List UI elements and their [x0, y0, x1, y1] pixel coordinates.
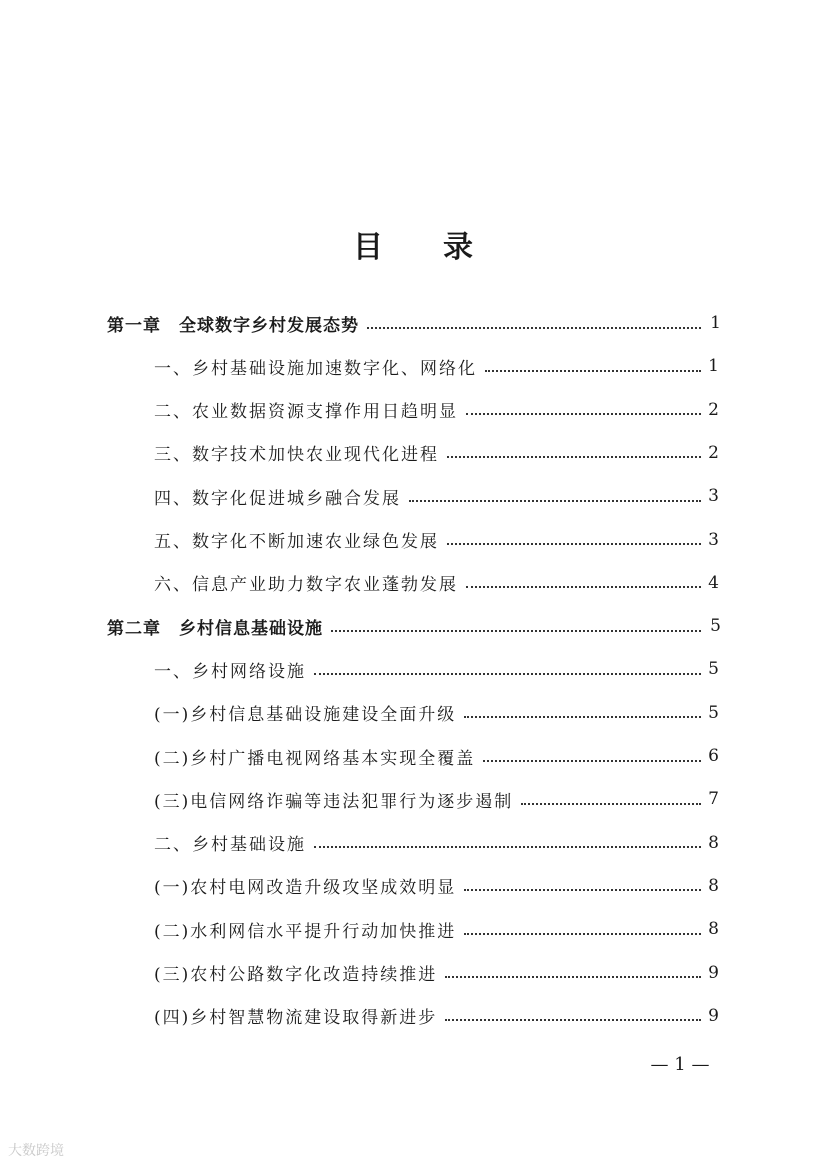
dot-leader [447, 455, 701, 458]
page-number: — 1 — [650, 1054, 710, 1075]
dot-leader [464, 888, 701, 891]
toc-entry-page: 2 [708, 399, 721, 420]
toc-entry-page: 9 [708, 1005, 721, 1026]
toc-entry-label: (四)乡村智慧物流建设取得新进步 [154, 1008, 438, 1029]
toc-section-entry[interactable] [154, 476, 721, 516]
watermark-logo: 大数跨境 [8, 1143, 64, 1159]
dot-leader [464, 715, 701, 718]
toc-entry-page: 5 [708, 702, 721, 723]
toc-entry-page: 8 [708, 832, 721, 853]
toc-entry-label: 一、乡村基础设施加速数字化、网络化 [154, 358, 477, 379]
dot-leader [445, 1018, 701, 1021]
toc-entry-page: 2 [708, 442, 721, 463]
toc-entry-page: 1 [708, 356, 721, 377]
toc-section-entry[interactable] [154, 433, 721, 473]
toc-entry-label: (一)乡村信息基础设施建设全面升级 [154, 705, 457, 726]
toc-entry-page: 3 [708, 486, 721, 507]
title-char-2: 录 [443, 230, 473, 265]
toc-section-entry[interactable] [154, 649, 721, 689]
toc-entry-label: 第一章 全球数字乡村发展态势 [107, 315, 359, 336]
title-char-1: 目 [353, 230, 383, 265]
toc-entry-page: 4 [708, 572, 721, 593]
dot-leader [464, 932, 701, 935]
toc-entry-label: (一)农村电网改造升级攻坚成效明显 [154, 878, 457, 899]
toc-entry-page: 5 [708, 659, 721, 680]
toc-entry-label: 二、农业数据资源支撑作用日趋明显 [154, 402, 458, 423]
toc-entry-label: (二)乡村广播电视网络基本实现全覆盖 [154, 748, 476, 769]
toc-section-entry[interactable] [154, 390, 721, 430]
toc-entry-label: 一、乡村网络设施 [154, 661, 306, 682]
dot-leader [485, 369, 701, 372]
toc-entry-page: 8 [708, 875, 721, 896]
toc-section-entry[interactable] [154, 563, 721, 603]
toc-entry-label: (二)水利网信水平提升行动加快推进 [154, 921, 457, 942]
toc-section-entry[interactable] [154, 996, 721, 1036]
toc-section-entry[interactable] [154, 346, 721, 386]
dot-leader [466, 412, 701, 415]
dot-leader [409, 499, 701, 502]
toc-section-entry[interactable] [154, 823, 721, 863]
toc-entry-page: 7 [708, 789, 721, 810]
toc-entry-label: 六、信息产业助力数字农业蓬勃发展 [154, 575, 458, 596]
dot-leader [447, 542, 701, 545]
toc-section-entry[interactable] [154, 736, 721, 776]
dot-leader [314, 672, 701, 675]
toc-entry-label: 第二章 乡村信息基础设施 [107, 618, 323, 639]
toc-section-entry[interactable] [154, 909, 721, 949]
toc-entry-label: (三)农村公路数字化改造持续推进 [154, 965, 438, 985]
toc-entry-page: 9 [708, 962, 721, 983]
toc-entry-label: 五、数字化不断加速农业绿色发展 [154, 532, 439, 552]
dot-leader [367, 326, 701, 329]
toc-entry-label: (三)电信网络诈骗等违法犯罪行为逐步遏制 [154, 791, 514, 812]
dot-leader [521, 802, 701, 805]
dot-leader [466, 585, 701, 588]
toc-section-entry[interactable] [154, 693, 721, 733]
toc-entry-page: 5 [710, 616, 721, 637]
toc-entry-label: 二、乡村基础设施 [154, 835, 306, 856]
dot-leader [483, 759, 701, 762]
dot-leader [331, 629, 701, 632]
dot-leader [445, 975, 701, 978]
toc-chapter-entry[interactable] [107, 303, 721, 343]
toc-entry-page: 3 [708, 529, 721, 550]
toc-entry-page: 1 [710, 313, 721, 333]
toc-section-entry[interactable] [154, 953, 721, 993]
toc-section-entry[interactable] [154, 779, 721, 819]
toc-entry-page: 8 [708, 919, 721, 940]
toc-chapter-entry[interactable] [107, 606, 721, 646]
toc-entry-page: 6 [708, 746, 721, 766]
toc-section-entry[interactable] [154, 866, 721, 906]
toc-entry-label: 三、数字技术加快农业现代化进程 [154, 445, 439, 466]
dot-leader [314, 845, 701, 848]
toc-entry-label: 四、数字化促进城乡融合发展 [154, 488, 401, 509]
toc-section-entry[interactable] [154, 520, 721, 560]
page-title [0, 222, 826, 266]
